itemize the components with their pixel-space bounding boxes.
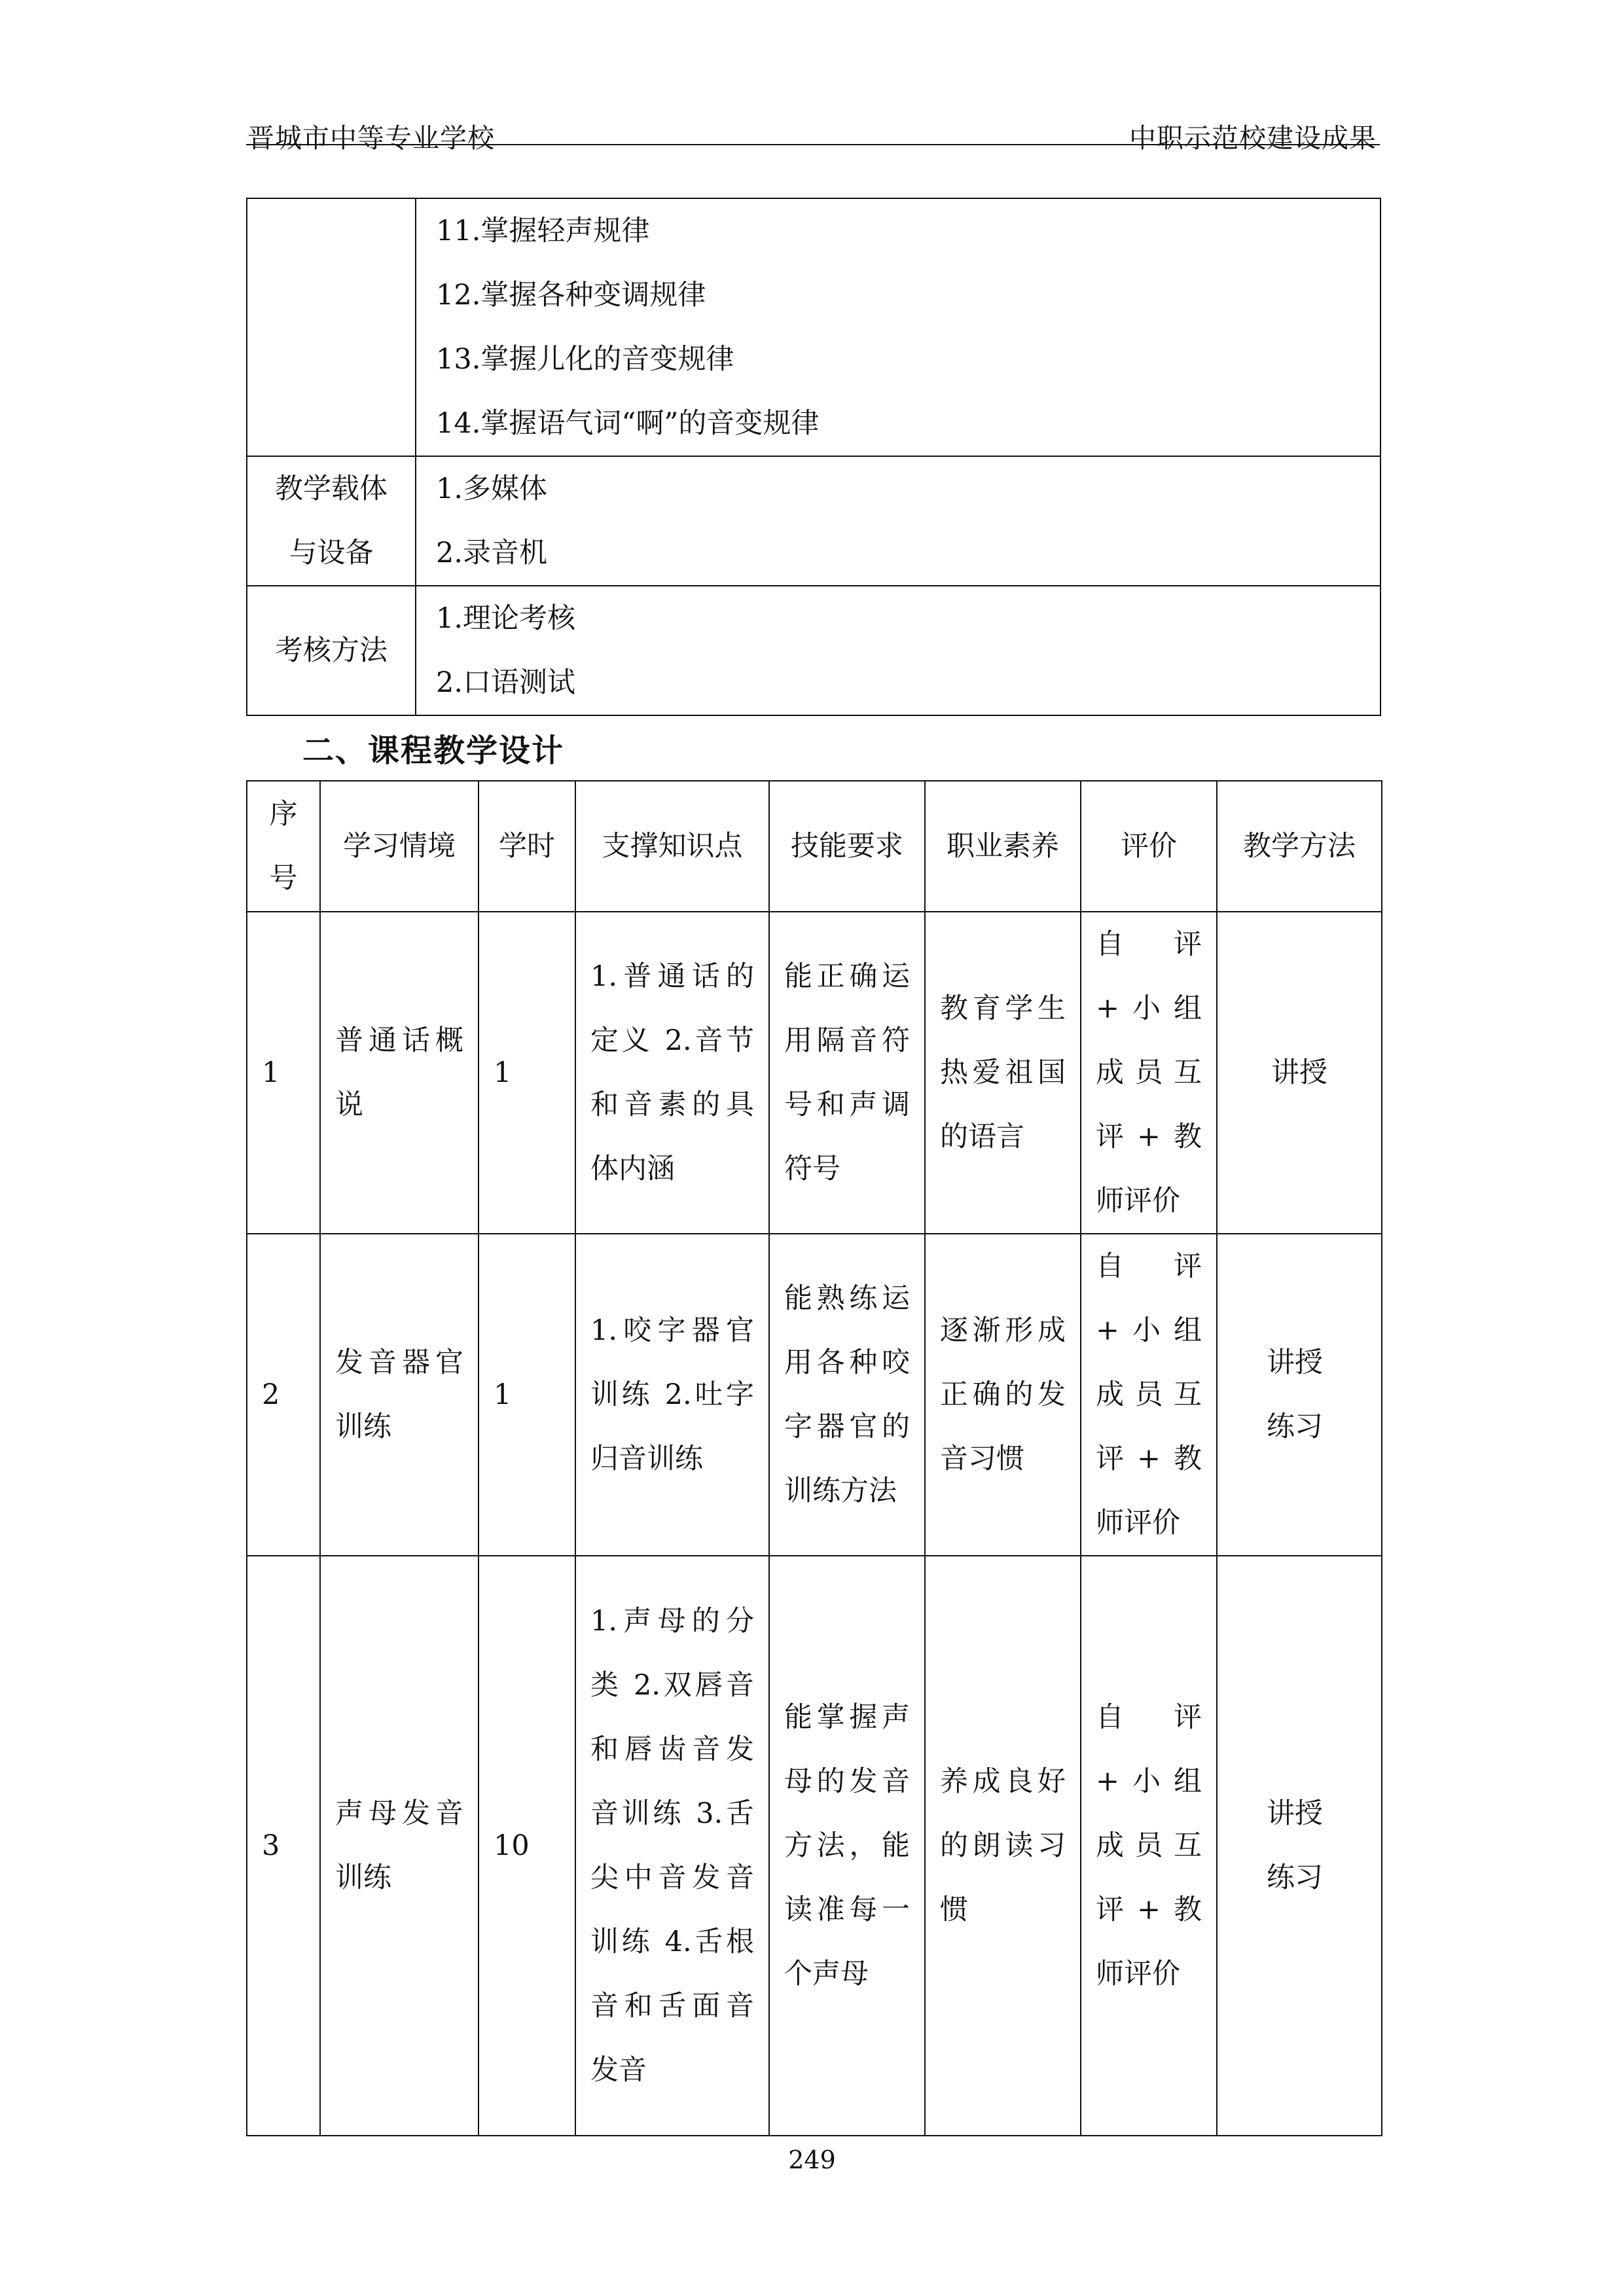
list-item: 14.掌握语气词“啊”的音变规律	[436, 407, 820, 440]
cell-no: 1	[247, 912, 320, 1234]
cell-scenario: 声母发音训练	[320, 1556, 478, 2136]
cell-scenario: 普通话概说	[320, 912, 478, 1234]
cell-scenario: 发音器官训练	[320, 1234, 478, 1556]
header-skill: 技能要求	[769, 781, 925, 912]
cell-skill: 能掌握声母的发音方法，能读准每一个声母	[769, 1556, 925, 2136]
list-item: 2.录音机	[436, 537, 548, 569]
cell-evaluation: 自评+小组成员互评+教师评价	[1081, 1556, 1217, 2136]
table-row	[247, 1234, 1382, 1556]
cell-skill: 能熟练运用各种咬字器官的训练方法	[769, 1234, 925, 1556]
header-school-name: 晋城市中等专业学校	[247, 122, 495, 154]
header-knowledge: 支撑知识点	[575, 781, 769, 912]
row-label-line: 考核方法	[275, 634, 388, 667]
header-evaluation: 评价	[1081, 781, 1217, 912]
cell-evaluation: 自评+小组成员互评+教师评价	[1081, 1234, 1217, 1556]
list-item: 2.口语测试	[436, 666, 576, 699]
header-hours: 学时	[478, 781, 575, 912]
cell-quality: 逐渐形成正确的发音习惯	[925, 1234, 1081, 1556]
list-item: 1.多媒体	[436, 473, 548, 505]
header-no: 序号	[247, 781, 320, 912]
cell-method: 讲授 练习	[1217, 1556, 1382, 2136]
cell-skill: 能正确运用隔音符号和声调符号	[769, 912, 925, 1234]
row-content	[416, 198, 1380, 456]
list-item: 12.掌握各种变调规律	[436, 279, 706, 312]
header-doc-title: 中职示范校建设成果	[1129, 122, 1377, 154]
cell-method: 讲授	[1217, 912, 1382, 1234]
course-design-table	[246, 780, 1382, 2136]
cell-no: 3	[247, 1556, 320, 2136]
row-label-line: 教学载体	[275, 473, 388, 505]
cell-hours: 1	[478, 912, 575, 1234]
table-row	[247, 1556, 1382, 2136]
cell-quality: 养成良好的朗读习惯	[925, 1556, 1081, 2136]
cell-hours: 10	[478, 1556, 575, 2136]
cell-method: 讲授 练习	[1217, 1234, 1382, 1556]
list-item: 11.掌握轻声规律	[436, 215, 650, 247]
table-row	[247, 198, 1380, 456]
cell-quality: 教育学生热爱祖国的语言	[925, 912, 1081, 1234]
table-row	[247, 586, 1380, 715]
list-item: 1.理论考核	[436, 602, 576, 635]
row-label	[247, 198, 416, 456]
header-quality: 职业素养	[925, 781, 1081, 912]
header-divider	[246, 144, 1380, 145]
cell-hours: 1	[478, 1234, 575, 1556]
list-item: 13.掌握儿化的音变规律	[436, 343, 734, 376]
cell-knowledge: 1.普通话的定义 2.音节和音素的具体内涵	[575, 912, 769, 1234]
row-content	[416, 586, 1380, 715]
section-heading: 二、课程教学设计	[302, 732, 565, 769]
header-method: 教学方法	[1217, 781, 1382, 912]
cell-no: 2	[247, 1234, 320, 1556]
row-label-line: 与设备	[289, 537, 374, 569]
table-row	[247, 912, 1382, 1234]
cell-evaluation: 自评+小组成员互评+教师评价	[1081, 912, 1217, 1234]
course-info-table	[246, 198, 1381, 716]
row-label	[247, 456, 416, 586]
table-row	[247, 456, 1380, 586]
row-content	[416, 456, 1380, 586]
row-label	[247, 586, 416, 715]
cell-knowledge: 1.声母的分类 2.双唇音和唇齿音发音训练 3.舌尖中音发音训练 4.舌根音和舌面音发音	[575, 1556, 769, 2136]
page-number: 249	[788, 2145, 836, 2174]
table-header-row	[247, 781, 1382, 912]
header-scenario: 学习情境	[320, 781, 478, 912]
cell-knowledge: 1.咬字器官训练 2.吐字归音训练	[575, 1234, 769, 1556]
